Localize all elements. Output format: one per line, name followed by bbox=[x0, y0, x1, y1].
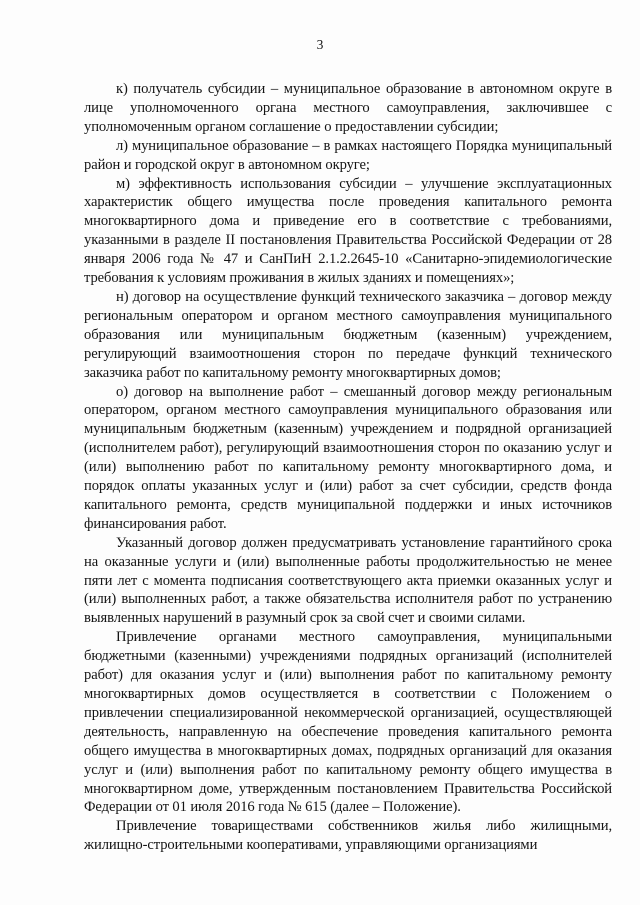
paragraph-o-works-contract: о) договор на выполнение работ – смешанный договор между региональным оператором, органом местного самоуправления муниципального образования или муниципальным бюджетным (казенным) учреждением и подрядной организацией (исполнителем работ), регулирующий взаимоотношения сторон по оказанию услуг и (или) выполнению работ по капитальному ремонту многоквартирного дома, и порядок оплаты указанных услуг и (или) работ за счет субсидии, средств фонда капитального ремонта, средств муниципальной поддержки и иных источников финансирования работ. bbox=[84, 383, 612, 532]
paragraph-k-subsidy-recipient: к) получатель субсидии – муниципальное образование в автономном округе в лице уполномоченного органа местного самоуправления, заключившее с уполномоченным органом соглашение о предоставлении субсидии; bbox=[84, 81, 612, 135]
page-number: 3 bbox=[316, 37, 324, 52]
paragraph-n-technical-customer-contract: н) договор на осуществление функций технического заказчика – договор между региональным оператором и органом местного самоуправления муниципального образования или муниципальным бюджетным (казенным) учреждением, регулирующий взаимоотношения сторон по передаче функций технического заказчика работ по капитальному ремонту многоквартирных домов; bbox=[84, 288, 612, 381]
document-body bbox=[84, 80, 612, 855]
paragraph-contractor-engagement: Привлечение органами местного самоуправления, муниципальными бюджетными (казенными) учреждениями подрядных организаций (исполнителей работ) для оказания услуг и (или) выполнения работ по капитальному ремонту многоквартирных домов осуществляется в соответствии с Положением о привлечении специализированной некоммерческой организацией, осуществляющей деятельность, направленную на обеспечение проведения капитального ремонта общего имущества в многоквартирных домах, подрядных организаций для оказания услуг и (или) выполнения работ по капитальному ремонту общего имущества в многоквартирном доме, утвержденным постановлением Правительства Российской Федерации от 01 июля 2016 года № 615 (далее – Положение). bbox=[84, 629, 612, 816]
paragraph-warranty-terms: Указанный договор должен предусматривать установление гарантийного срока на оказанные услуги и (или) выполненные работы продолжительностью не менее пяти лет с момента подписания соответствующего акта приемки оказанных услуг и (или) выполненных работ, а также обязательства исполнителя работ по устранению выявленных нарушений в разумный срок за свой счет и своими силами. bbox=[84, 534, 612, 627]
paragraph-l-municipal-formation: л) муниципальное образование – в рамках настоящего Порядка муниципальный район и городской округ в автономном округе; bbox=[84, 137, 612, 173]
paragraph-m-subsidy-efficiency: м) эффективность использования субсидии – улучшение эксплуатационных характеристик общего имущества после проведения капитального ремонта многоквартирного дома и приведение его в соответствие с требованиями, указанными в разделе II постановления Правительства Российской Федерации от 28 января 2006 года № 47 и СанПиН 2.1.2.2645-10 «Санитарно-эпидемиологические требования к условиям проживания в жилых зданиях и помещениях»; bbox=[84, 175, 612, 287]
paragraph-hoa-engagement: Привлечение товариществами собственников жилья либо жилищными, жилищно-строительными кооперативами, управляющими организациями bbox=[84, 818, 612, 854]
